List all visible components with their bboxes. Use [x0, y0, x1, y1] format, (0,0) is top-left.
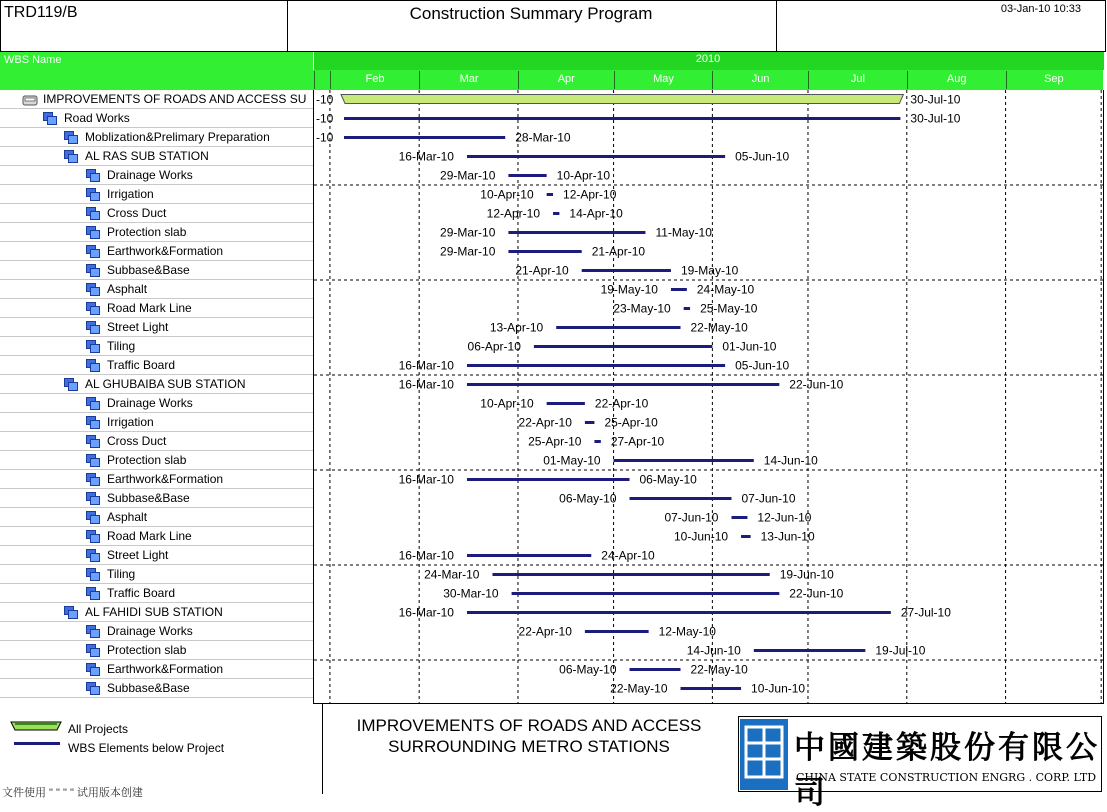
- wbs-bar: [508, 174, 546, 177]
- bar-start-label: 06-May-10: [559, 491, 617, 506]
- wbs-row[interactable]: [0, 166, 313, 185]
- wbs-node-icon: [64, 606, 77, 618]
- wbs-row-label: Street Light: [107, 548, 169, 562]
- bar-start-label: 23-May-10: [613, 301, 671, 316]
- wbs-bar: [467, 364, 725, 367]
- bar-start-label: 22-Apr-10: [518, 624, 572, 639]
- legend-wbs-elements: WBS Elements below Project: [68, 741, 225, 755]
- year-label: 2010: [695, 53, 721, 65]
- wbs-row-label: Cross Duct: [107, 434, 167, 448]
- wbs-bar: [585, 421, 595, 424]
- wbs-node-icon: [64, 150, 77, 162]
- bar-start-label: 16-Mar-10: [398, 605, 454, 620]
- wbs-row[interactable]: [0, 261, 313, 280]
- wbs-node-icon: [86, 283, 99, 295]
- wbs-row-label: AL FAHIDI SUB STATION: [85, 605, 223, 619]
- bar-start-label: 29-Mar-10: [440, 168, 496, 183]
- project-summary-bar: [341, 95, 903, 104]
- wbs-row-label: Subbase&Base: [107, 491, 190, 505]
- wbs-node-icon: [86, 473, 99, 485]
- wbs-row[interactable]: [0, 128, 313, 147]
- wbs-row[interactable]: [0, 147, 313, 166]
- bar-end-label: 05-Jun-10: [735, 358, 790, 373]
- bar-start-label: 14-Jun-10: [686, 643, 741, 658]
- wbs-row[interactable]: [0, 413, 313, 432]
- wbs-node-icon: [86, 321, 99, 333]
- bar-start-label: 10-Apr-10: [480, 396, 534, 411]
- wbs-row-label: Subbase&Base: [107, 263, 190, 277]
- bar-end-label: 05-Jun-10: [735, 149, 790, 164]
- wbs-tree: [0, 90, 314, 704]
- bar-end-label: 14-Jun-10: [763, 453, 818, 468]
- bar-start-label: 13-Apr-10: [489, 320, 544, 335]
- project-name-line1: IMPROVEMENTS OF ROADS AND ACCESS: [356, 716, 702, 735]
- wbs-row[interactable]: [0, 90, 313, 109]
- bar-start-label: 21-Apr-10: [515, 263, 569, 278]
- wbs-bar: [585, 630, 649, 633]
- wbs-row[interactable]: [0, 337, 313, 356]
- wbs-row[interactable]: [0, 185, 313, 204]
- wbs-bar: [553, 212, 559, 215]
- bar-end-label: 27-Apr-10: [610, 434, 665, 449]
- bar-start-label: 07-Jun-10: [664, 510, 719, 525]
- wbs-row[interactable]: [0, 299, 313, 318]
- bar-start-label: 10-Apr-10: [480, 187, 534, 202]
- wbs-row[interactable]: [0, 394, 313, 413]
- wbs-bar: [547, 193, 553, 196]
- wbs-node-icon: [86, 416, 99, 428]
- wbs-node-icon: [86, 302, 99, 314]
- bar-end-label: 21-Apr-10: [591, 244, 646, 259]
- bar-end-label: 24-Apr-10: [601, 548, 655, 563]
- wbs-row[interactable]: [0, 470, 313, 489]
- wbs-node-icon: [86, 188, 99, 200]
- bar-end-label: 19-Jul-10: [875, 643, 926, 658]
- wbs-row[interactable]: [0, 451, 313, 470]
- wbs-node-icon: [86, 454, 99, 466]
- wbs-row-label: Drainage Works: [107, 168, 193, 182]
- bar-start-label: 16-Mar-10: [398, 149, 454, 164]
- wbs-row[interactable]: [0, 356, 313, 375]
- wbs-bar: [684, 307, 690, 310]
- wbs-row-label: Road Mark Line: [107, 529, 192, 543]
- wbs-node-icon: [86, 682, 99, 694]
- bar-start-label: 12-Apr-10: [486, 206, 541, 221]
- bar-end-label: 10-Jun-10: [751, 681, 806, 696]
- wbs-bar: [534, 345, 712, 348]
- wbs-row-label: Subbase&Base: [107, 681, 190, 695]
- wbs-node-icon: [86, 587, 99, 599]
- legend-summary-swatch: [10, 720, 66, 732]
- bar-start-label: 29-Mar-10: [440, 244, 496, 259]
- bar-end-label: 30-Jul-10: [910, 111, 961, 126]
- month-header-sep: Sep: [1006, 71, 1102, 89]
- bar-end-label: 12-Apr-10: [563, 187, 617, 202]
- wbs-node-icon: [86, 226, 99, 238]
- wbs-node-icon: [86, 549, 99, 561]
- wbs-row[interactable]: [0, 375, 313, 394]
- wbs-node-icon: [86, 644, 99, 656]
- bar-end-label: 22-Apr-10: [594, 396, 649, 411]
- bar-start-label: 16-Mar-10: [398, 377, 454, 392]
- bar-start-label: 16-Mar-10: [398, 472, 454, 487]
- wbs-row-label: Cross Duct: [107, 206, 167, 220]
- wbs-row[interactable]: [0, 432, 313, 451]
- wbs-bar: [492, 573, 769, 576]
- wbs-row[interactable]: [0, 318, 313, 337]
- wbs-row-label: IMPROVEMENTS OF ROADS AND ACCESS SU: [43, 92, 307, 106]
- wbs-node-icon: [86, 264, 99, 276]
- bar-end-label: 12-May-10: [658, 624, 716, 639]
- bar-end-label: 27-Jul-10: [900, 605, 951, 620]
- wbs-node-icon: [86, 663, 99, 675]
- wbs-row[interactable]: [0, 603, 313, 622]
- wbs-row-label: Road Works: [64, 111, 130, 125]
- wbs-node-icon: [86, 492, 99, 504]
- wbs-row-label: Protection slab: [107, 453, 187, 467]
- bar-end-label: 12-Jun-10: [757, 510, 812, 525]
- wbs-bar: [547, 402, 585, 405]
- bar-end-label: 11-May-10: [655, 225, 712, 240]
- wbs-bar: [741, 535, 751, 538]
- wbs-bar: [681, 687, 742, 690]
- bar-start-label: 06-May-10: [559, 662, 617, 677]
- bar-end-label: 30-Jul-10: [910, 92, 961, 107]
- wbs-node-icon: [86, 568, 99, 580]
- bar-end-label: 24-May-10: [696, 282, 755, 297]
- logo-emblem-icon: [740, 719, 788, 790]
- wbs-row-label: Tiling: [107, 567, 136, 581]
- month-header-may: May: [614, 71, 713, 89]
- wbs-node-icon: [86, 359, 99, 371]
- project-folder-icon: [22, 93, 35, 105]
- bar-start-label: 16-Mar-10: [398, 548, 454, 563]
- report-title: Construction Summary Program: [409, 4, 653, 23]
- wbs-row-label: Drainage Works: [107, 624, 193, 638]
- bar-end-label: 22-May-10: [690, 662, 748, 677]
- wbs-row[interactable]: [0, 641, 313, 660]
- wbs-node-icon: [86, 511, 99, 523]
- month-header-feb: Feb: [330, 71, 419, 89]
- wbs-bar: [731, 516, 747, 519]
- wbs-row-label: Earthwork&Formation: [107, 662, 224, 676]
- wbs-row-label: AL GHUBAIBA SUB STATION: [85, 377, 246, 391]
- wbs-row-label: Moblization&Prelimary Preparation: [85, 130, 270, 144]
- wbs-row[interactable]: [0, 109, 313, 128]
- wbs-row[interactable]: [0, 223, 313, 242]
- wbs-row-label: Asphalt: [107, 510, 148, 524]
- wbs-row[interactable]: [0, 204, 313, 223]
- bar-start-label: 29-Mar-10: [440, 225, 496, 240]
- legend-all-projects: All Projects: [68, 722, 129, 736]
- bar-end-label: 19-May-10: [680, 263, 739, 278]
- wbs-bar: [467, 155, 725, 158]
- bar-end-label: 22-May-10: [690, 320, 748, 335]
- bar-end-label: 10-Apr-10: [556, 168, 611, 183]
- report-code: TRD119/B: [4, 4, 78, 21]
- report-datetime: 03-Jan-10 10:33: [1000, 3, 1081, 15]
- bar-start-label: 25-Apr-10: [528, 434, 582, 449]
- wbs-row[interactable]: [0, 660, 313, 679]
- wbs-node-icon: [86, 625, 99, 637]
- wbs-row[interactable]: [0, 280, 313, 299]
- wbs-node-icon: [43, 112, 56, 124]
- bar-end-label: 28-Mar-10: [515, 130, 571, 145]
- legend-wbs-swatch: [14, 741, 62, 747]
- wbs-row-label: AL RAS SUB STATION: [85, 149, 209, 163]
- wbs-row-label: Traffic Board: [107, 586, 176, 600]
- bar-start-label: 01-May-10: [543, 453, 601, 468]
- project-name-line2: SURROUNDING METRO STATIONS: [388, 737, 670, 756]
- wbs-bar: [556, 326, 680, 329]
- bar-end-label: 25-May-10: [700, 301, 758, 316]
- company-logo-icon: [740, 719, 788, 790]
- wbs-node-icon: [86, 435, 99, 447]
- wbs-bar: [630, 668, 681, 671]
- bar-start-label: 19-May-10: [600, 282, 658, 297]
- wbs-bar: [512, 592, 780, 595]
- wbs-bar: [671, 288, 687, 291]
- wbs-node-icon: [86, 207, 99, 219]
- month-header-mar: Mar: [419, 71, 518, 89]
- wbs-row-label: Earthwork&Formation: [107, 472, 224, 486]
- bar-end-label: 06-May-10: [639, 472, 697, 487]
- bar-end-label: 22-Jun-10: [789, 586, 844, 601]
- gantt-chart: [314, 90, 1104, 704]
- wbs-bar: [467, 478, 630, 481]
- wbs-node-icon: [86, 245, 99, 257]
- wbs-row-label: Road Mark Line: [107, 301, 192, 315]
- wbs-bar: [467, 554, 591, 557]
- bar-end-label: 14-Apr-10: [569, 206, 623, 221]
- month-header-apr: Apr: [518, 71, 614, 89]
- bar-start-label: 10-Jun-10: [674, 529, 729, 544]
- wbs-row-label: Tiling: [107, 339, 136, 353]
- bar-end-label: 25-Apr-10: [604, 415, 658, 430]
- wbs-row[interactable]: [0, 565, 313, 584]
- wbs-node-icon: [86, 340, 99, 352]
- wbs-row[interactable]: [0, 546, 313, 565]
- bar-end-label: 07-Jun-10: [741, 491, 796, 506]
- wbs-node-icon: [86, 397, 99, 409]
- bar-end-label: 13-Jun-10: [760, 529, 815, 544]
- wbs-row-label: Earthwork&Formation: [107, 244, 224, 258]
- bar-start-label: 30-Mar-10: [443, 586, 499, 601]
- wbs-bar: [508, 231, 645, 234]
- wbs-bar: [754, 649, 866, 652]
- cut-off-footer-text: 文件使用 " " " " 试用版本创建: [2, 787, 143, 799]
- bar-start-label: 06-Apr-10: [467, 339, 521, 354]
- bar-start-label: -10: [316, 92, 334, 107]
- wbs-bar: [467, 611, 891, 614]
- month-header-jul: Jul: [808, 71, 907, 89]
- wbs-bar: [467, 383, 779, 386]
- wbs-row[interactable]: [0, 584, 313, 603]
- bar-start-label: 22-Apr-10: [518, 415, 572, 430]
- bar-start-label: -10: [316, 130, 334, 145]
- wbs-bar: [582, 269, 671, 272]
- company-name-chinese: 中國建築股份有限公司: [794, 730, 1100, 811]
- bar-start-label: 24-Mar-10: [424, 567, 480, 582]
- wbs-row-label: Street Light: [107, 320, 169, 334]
- month-header-aug: Aug: [907, 71, 1006, 89]
- month-header-jun: Jun: [712, 71, 808, 89]
- wbs-row-label: Protection slab: [107, 643, 187, 657]
- wbs-node-icon: [86, 530, 99, 542]
- wbs-row-label: Traffic Board: [107, 358, 176, 372]
- wbs-row[interactable]: [0, 527, 313, 546]
- wbs-bar: [344, 117, 900, 120]
- bar-start-label: 16-Mar-10: [398, 358, 454, 373]
- company-name-english: CHINA STATE CONSTRUCTION ENGRG . CORP. LTD: [796, 771, 1097, 784]
- bar-end-label: 19-Jun-10: [779, 567, 834, 582]
- wbs-row-label: Drainage Works: [107, 396, 193, 410]
- wbs-node-icon: [64, 131, 77, 143]
- wbs-name-column-header[interactable]: WBS Name: [4, 54, 62, 66]
- bar-end-label: 01-Jun-10: [722, 339, 777, 354]
- wbs-row[interactable]: [0, 489, 313, 508]
- bar-start-label: 22-May-10: [610, 681, 668, 696]
- wbs-row[interactable]: [0, 622, 313, 641]
- wbs-bar: [630, 497, 732, 500]
- wbs-row-label: Asphalt: [107, 282, 148, 296]
- wbs-row[interactable]: [0, 679, 313, 698]
- wbs-row-label: Protection slab: [107, 225, 187, 239]
- wbs-row-label: Irrigation: [107, 187, 154, 201]
- month-header-jan-partial: [314, 71, 330, 89]
- wbs-row[interactable]: [0, 242, 313, 261]
- bar-start-label: -10: [316, 111, 334, 126]
- wbs-row[interactable]: [0, 508, 313, 527]
- wbs-bar: [594, 440, 600, 443]
- bar-end-label: 22-Jun-10: [789, 377, 844, 392]
- wbs-node-icon: [64, 378, 77, 390]
- wbs-bar: [614, 459, 754, 462]
- wbs-row-label: Irrigation: [107, 415, 154, 429]
- wbs-bar: [508, 250, 581, 253]
- wbs-bar: [344, 136, 505, 139]
- wbs-node-icon: [86, 169, 99, 181]
